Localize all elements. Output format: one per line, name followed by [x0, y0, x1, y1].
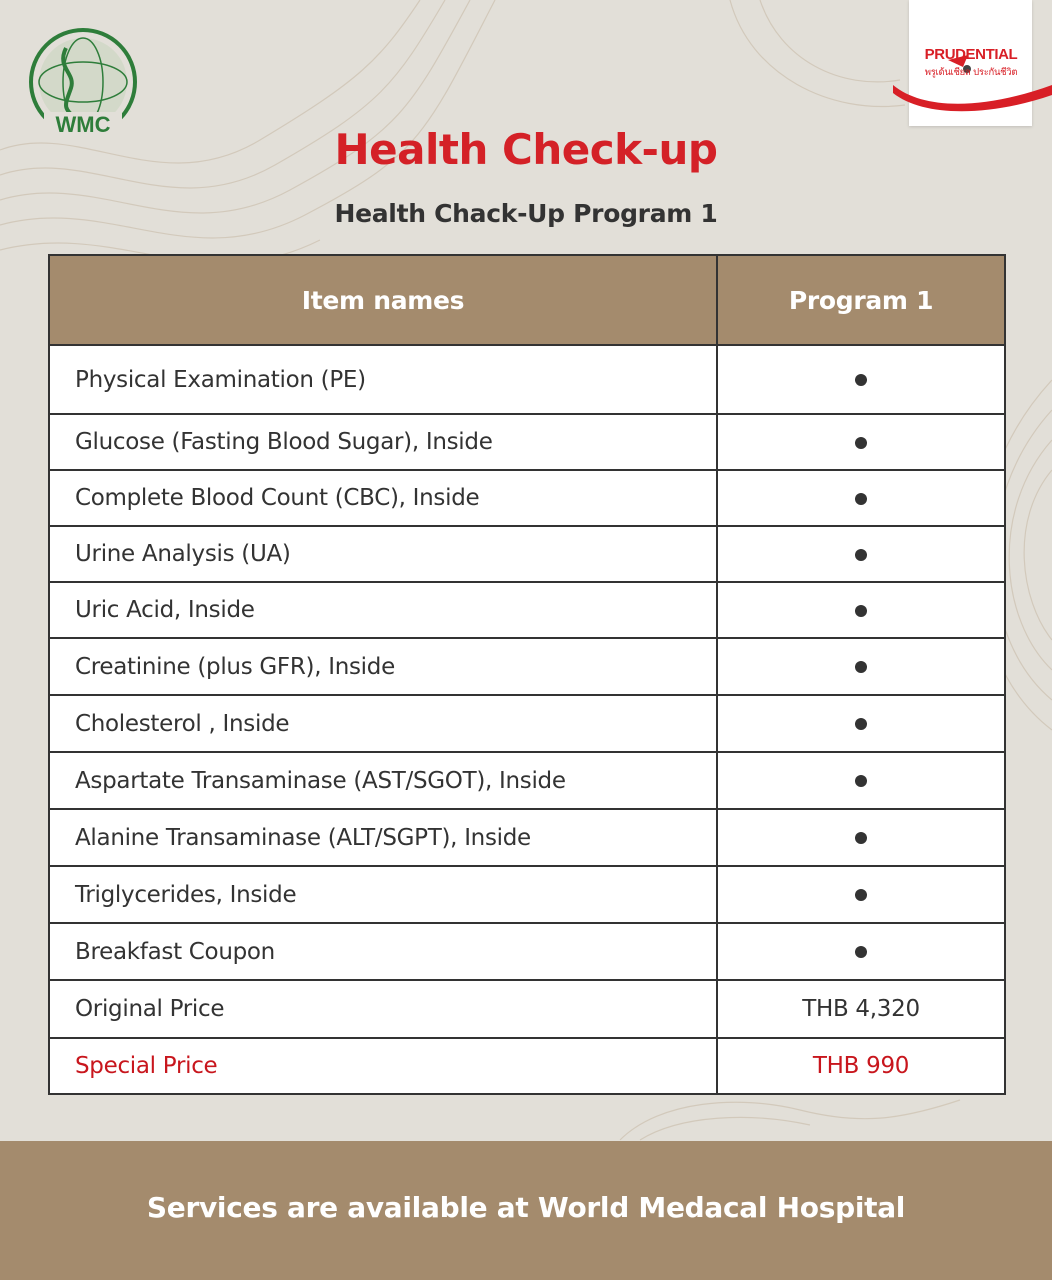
table-row — [49, 752, 1005, 809]
included-cell — [717, 345, 1005, 414]
table-header-row — [49, 255, 1005, 345]
item-name-cell: Urine Analysis (UA) — [49, 526, 717, 582]
item-name-cell: Uric Acid, Inside — [49, 582, 717, 638]
footer-banner — [0, 1141, 1052, 1280]
table-row — [49, 582, 1005, 638]
included-cell — [717, 809, 1005, 866]
health-checkup-table — [48, 254, 1006, 1095]
item-name-cell: Creatinine (plus GFR), Inside — [49, 638, 717, 695]
item-name-cell: Triglycerides, Inside — [49, 866, 717, 923]
item-name-cell: Glucose (Fasting Blood Sugar), Inside — [49, 414, 717, 470]
table-row — [49, 695, 1005, 752]
included-dot-icon — [855, 889, 867, 901]
footer-text: Services are available at World Medacal Hospital — [146, 1191, 906, 1224]
special-price-label: Special Price — [49, 1038, 717, 1094]
column-header-program-1: Program 1 — [717, 255, 1005, 345]
page-subtitle: Health Chack-Up Program 1 — [334, 199, 718, 228]
included-dot-icon — [855, 549, 867, 561]
included-cell — [717, 414, 1005, 470]
included-dot-icon — [855, 374, 867, 386]
included-cell — [717, 582, 1005, 638]
included-cell — [717, 866, 1005, 923]
special-price-row — [49, 1038, 1005, 1094]
column-header-item-names: Item names — [49, 255, 717, 345]
item-name-cell: Physical Examination (PE) — [49, 345, 717, 414]
page-title: Health Check-up — [334, 125, 718, 174]
table-row — [49, 866, 1005, 923]
included-dot-icon — [855, 775, 867, 787]
original-price-label: Original Price — [49, 980, 717, 1038]
included-dot-icon — [855, 832, 867, 844]
included-cell — [717, 695, 1005, 752]
included-cell — [717, 470, 1005, 526]
prudential-logo-text: PRUDENTIAL — [924, 46, 1018, 63]
wmc-logo-text: WMC — [55, 112, 111, 137]
table-row — [49, 809, 1005, 866]
included-dot-icon — [855, 946, 867, 958]
table-row — [49, 345, 1005, 414]
table-row — [49, 923, 1005, 980]
item-name-cell: Aspartate Transaminase (AST/SGOT), Inside — [49, 752, 717, 809]
table-row — [49, 526, 1005, 582]
item-name-cell: Cholesterol , Inside — [49, 695, 717, 752]
item-name-cell: Complete Blood Count (CBC), Inside — [49, 470, 717, 526]
original-price-row — [49, 980, 1005, 1038]
included-dot-icon — [855, 605, 867, 617]
included-cell — [717, 923, 1005, 980]
table-row — [49, 414, 1005, 470]
included-dot-icon — [855, 437, 867, 449]
prudential-thai-text: พรูเด้นเชียล ประกันชีวิต — [924, 67, 1018, 78]
included-dot-icon — [855, 718, 867, 730]
table-row — [49, 470, 1005, 526]
item-name-cell: Alanine Transaminase (ALT/SGPT), Inside — [49, 809, 717, 866]
included-dot-icon — [855, 661, 867, 673]
included-dot-icon — [855, 493, 867, 505]
special-price-value: THB 990 — [717, 1038, 1005, 1094]
table-row — [49, 638, 1005, 695]
item-name-cell: Breakfast Coupon — [49, 923, 717, 980]
included-cell — [717, 638, 1005, 695]
original-price-value: THB 4,320 — [717, 980, 1005, 1038]
included-cell — [717, 752, 1005, 809]
included-cell — [717, 526, 1005, 582]
prudential-red-swoosh — [893, 55, 1052, 115]
